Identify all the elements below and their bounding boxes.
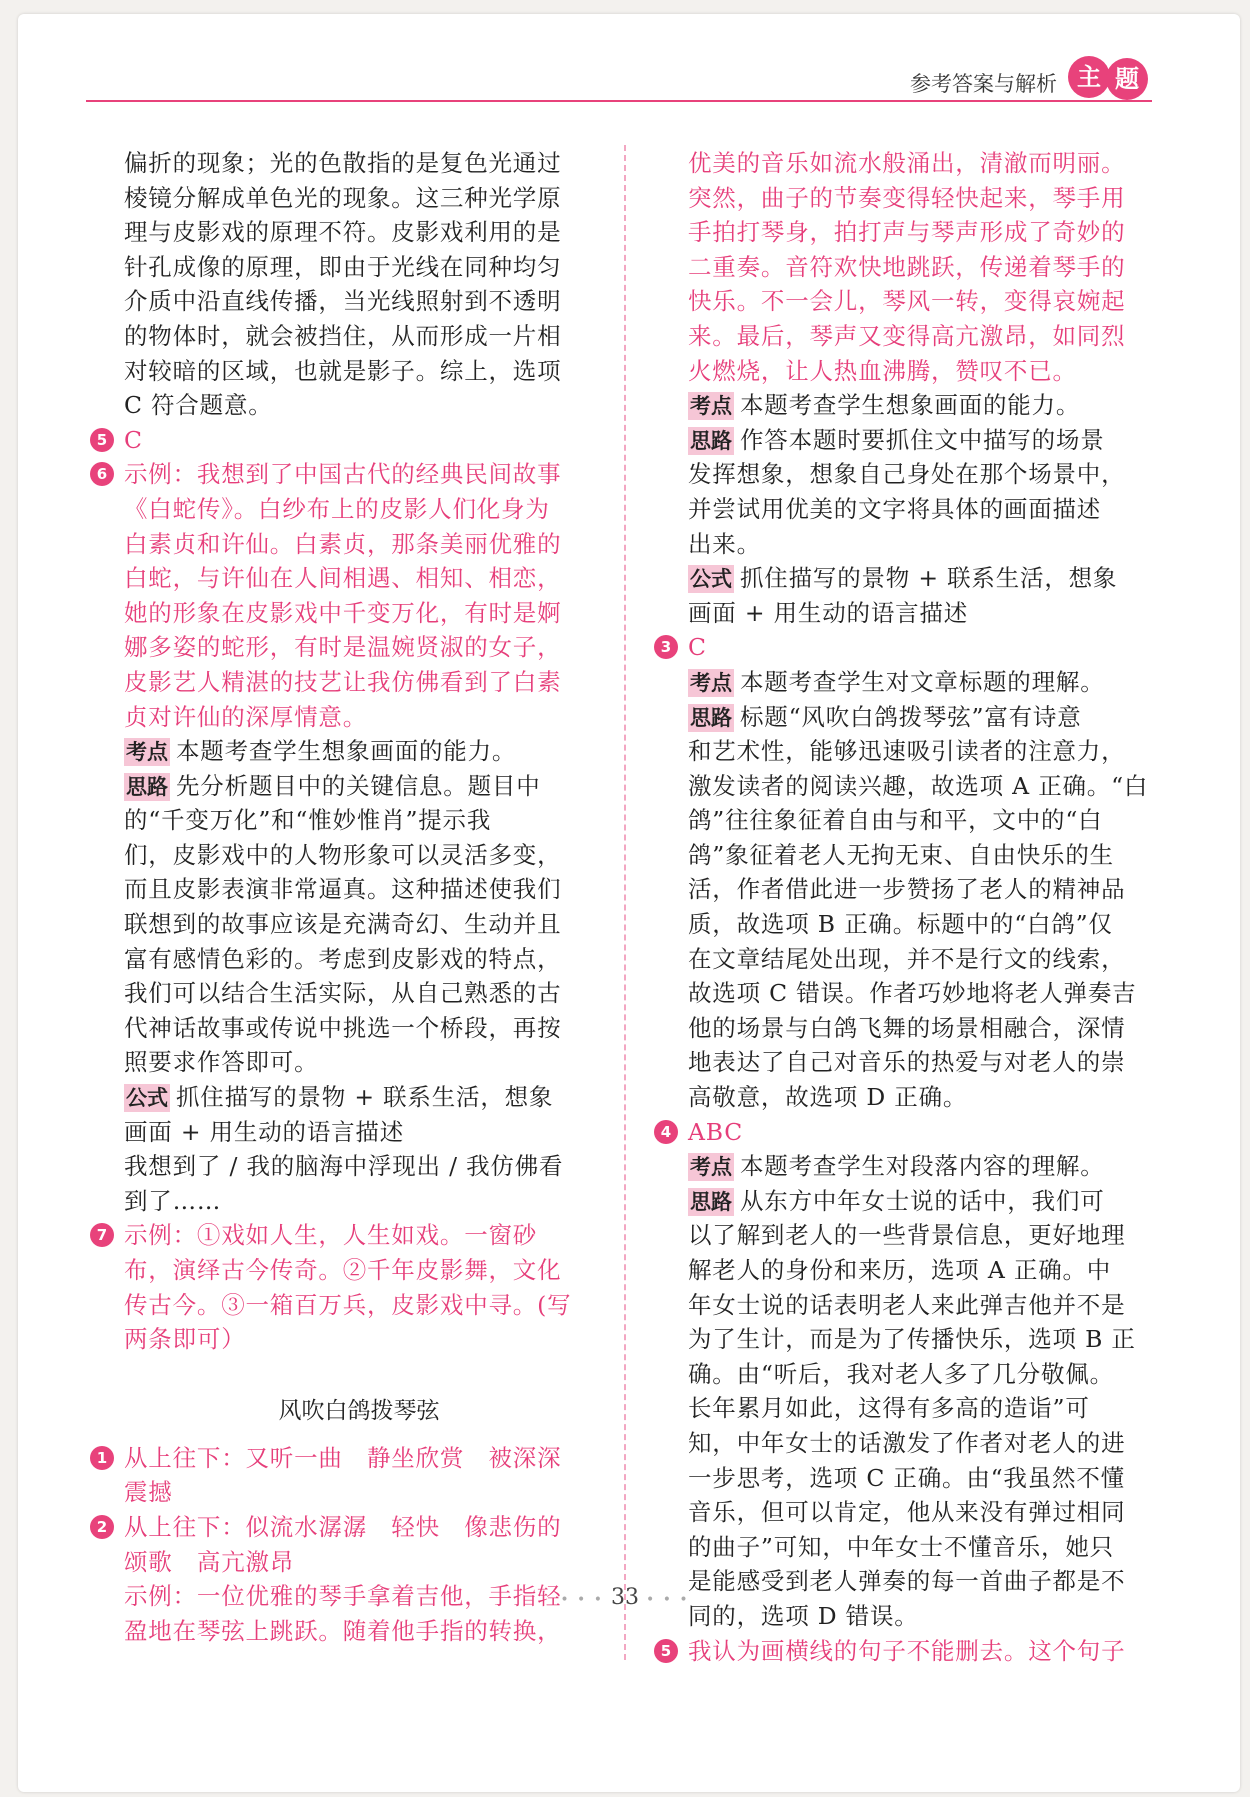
silu-tag: 思路 [690,428,732,453]
silu-tag: 思路 [690,705,732,730]
text-line: 故选项 C 错误。作者巧妙地将老人弹奏吉 [688,979,1137,1008]
question-number-badge: 5 [654,1639,678,1663]
silu-text: 作答本题时要抓住文中描写的场景 [740,425,1105,454]
text-line: 理与皮影戏的原理不符。皮影戏利用的是 [124,218,562,247]
gongshi-tag: 公式 [126,1086,168,1111]
kaodian-line [688,665,1158,700]
kaodian-tag: 考点 [690,1155,732,1180]
text-line: 画面 + 用生动的语言描述 [124,1117,405,1146]
text-line: 画面 + 用生动的语言描述 [688,598,969,627]
answer-text: ABC [688,1117,744,1146]
answer-text: 白蛇，与许仙在人间相遇、相知、相恋， [124,564,562,593]
answer-text: 传古今。③一箱百万兵，皮影戏中寻。(写 [124,1290,572,1319]
question-number-badge: 3 [654,635,678,659]
answer-text: 娜多姿的蛇形，有时是温婉贤淑的女子， [124,633,562,662]
kaodian-line [688,388,1158,423]
text-line: 知，中年女士的话激发了作者对老人的进 [688,1428,1126,1457]
kaodian-text: 本题考查学生想象画面的能力。 [740,391,1081,420]
text-line: 解老人的身份和来历，选项 A 正确。中 [688,1256,1112,1284]
gongshi-text: 抓住描写的景物 + 联系生活，想象 [176,1083,554,1112]
text-line: 在文章结尾处出现，并不是行文的线索， [688,944,1126,973]
intro-paragraph [124,146,594,423]
answer-text: 贞对许仙的深厚情意。 [124,702,367,731]
text-line: 出来。 [688,529,761,558]
text-line: 的“千变万化”和“惟妙惟肖”提示我 [124,806,492,835]
question-number-badge: 2 [90,1515,114,1539]
kaodian-tag: 考点 [126,740,168,765]
answer-text: C [688,633,707,662]
text-line: 长年累月如此，这得有多高的造诣”可 [688,1394,1090,1423]
text-line: 棱镜分解成单色光的现象。这三种光学原 [124,183,562,212]
answer-text: 震撼 [124,1478,173,1507]
answer-text: 她的形象在皮影戏中千变万化，有时是婀 [124,598,562,627]
column-divider [624,145,626,1660]
silu-line [688,1184,1158,1219]
answer-text: 来。最后，琴声又变得高亢激昂，如同烈 [688,321,1126,350]
header-rule [86,100,1152,102]
text-line: 而且皮影表演非常逼真。这种描述使我们 [124,875,562,904]
answer-6 [96,457,594,1218]
text-line: 一步思考，选项 C 正确。由“我虽然不懂 [688,1463,1125,1492]
text-line: 高敬意，故选项 D 正确。 [688,1083,968,1112]
page-number [0,1585,1250,1610]
text-line: 以了解到老人的一些背景信息，更好地理 [688,1221,1126,1250]
page-number-dots: • • • [560,1592,604,1608]
text-line: 鸽”象征着老人无拘无束、自由快乐的生 [688,840,1114,869]
question-number-badge: 6 [90,462,114,486]
kaodian-line [688,1149,1158,1184]
silu-line [688,423,1158,458]
section-answer-1 [96,1441,594,1510]
theme-badge [1068,56,1152,100]
text-line: 对较暗的区域，也就是影子。综上，选项 [124,356,562,385]
gongshi-tag: 公式 [690,567,732,592]
kaodian-text: 本题考查学生对文章标题的理解。 [740,667,1105,696]
question-number-badge: 4 [654,1120,678,1144]
question-number-badge: 5 [90,428,114,452]
answer-text: 示例：一位优雅的琴手拿着吉他，手指轻 [124,1582,562,1611]
answer-text: 白素贞和许仙。白素贞，那条美丽优雅的 [124,529,562,558]
answer-text: 优美的音乐如流水般涌出，清澈而明丽。 [688,149,1126,177]
answer-7 [96,1218,594,1356]
text-line: 联想到的故事应该是充满奇幻、生动并且 [124,910,562,939]
text-line: 富有感情色彩的。考虑到皮影戏的特点， [124,944,562,973]
section-answer-4 [660,1115,1158,1634]
text-line: 地表达了自己对音乐的热爱与对老人的崇 [688,1048,1126,1077]
text-line: 鸽”往往象征着自由与和平，文中的“白 [688,806,1103,835]
text-line: 激发读者的阅读兴趣，故选项 A 正确。“白 [688,771,1149,800]
gongshi-text: 抓住描写的景物 + 联系生活，想象 [740,564,1118,593]
text-line: 并尝试用优美的文字将具体的画面描述 [688,494,1102,523]
answer-text: 从上往下：似流水潺潺 轻快 像悲伤的 [124,1512,562,1541]
section-answer-3 [660,630,1158,1114]
text-line: 音乐，但可以肯定，他从来没有弹过相同 [688,1498,1126,1527]
answer-text: 手拍打琴身，拍打声与琴声形成了奇妙的 [688,218,1126,247]
answer-text: 火燃烧，让人热血沸腾，赞叹不已。 [688,356,1077,385]
silu-text: 从东方中年女士说的话中，我们可 [740,1186,1105,1215]
answer-text: 快乐。不一会儿，琴风一转，变得哀婉起 [688,287,1126,316]
question-number-badge: 7 [90,1223,114,1247]
kaodian-text: 本题考查学生想象画面的能力。 [176,737,517,766]
kaodian-line [124,734,594,769]
answer-text: 两条即可） [124,1325,246,1354]
kaodian-tag: 考点 [690,670,732,695]
answer-text: 盈地在琴弦上跳跃。随着他手指的转换， [124,1616,562,1645]
text-line: 同的，选项 D 错误。 [688,1601,919,1630]
answer-text: 示例：①戏如人生，人生如戏。一窗砂 [124,1221,538,1250]
text-line: 的曲子”可知，中年女士不懂音乐，她只 [688,1532,1114,1561]
answer-text: 示例：我想到了中国古代的经典民间故事 [124,460,562,489]
text-line: 的物体时，就会被挡住，从而形成一片相 [124,321,562,350]
silu-line [688,700,1158,735]
kaodian-text: 本题考查学生对段落内容的理解。 [740,1152,1105,1181]
text-line: 质，故选项 B 正确。标题中的“白鸽”仅 [688,910,1113,939]
silu-text: 标题“风吹白鸽拨琴弦”富有诗意 [740,702,1082,731]
text-line: 是能感受到老人弹奏的每一首曲子都是不 [688,1567,1126,1596]
answer-text: 颂歌 高亢激昂 [124,1547,295,1576]
answer-text: 突然，曲子的节奏变得轻快起来，琴手用 [688,183,1126,212]
right-column [660,146,1158,1668]
silu-text: 先分析题目中的关键信息。题目中 [176,771,541,800]
text-line: 确。由“听后，我对老人多了几分敬佩。 [688,1359,1114,1388]
kaodian-tag: 考点 [690,394,732,419]
text-line: 活，作者借此进一步赞扬了老人的精神品 [688,875,1126,904]
text-line: 年女士说的话表明老人来此弹吉他并不是 [688,1290,1126,1319]
spacer [124,1357,594,1381]
text-line: 他的场景与白鸽飞舞的场景相融合，深情 [688,1013,1126,1042]
section-answer-2-continued [688,146,1158,630]
theme-badge-char-2: 题 [1106,58,1148,100]
answer-text: 《白蛇传》。白纱布上的皮影人们化身为 [124,494,550,523]
text-line: 针孔成像的原理，即由于光线在同种均匀 [124,252,562,281]
text-line: 照要求作答即可。 [124,1048,319,1077]
text-line: 介质中沿直线传播，当光线照射到不透明 [124,287,562,316]
header-title: 参考答案与解析 [910,72,1057,96]
answer-text: 从上往下：又听一曲 静坐欣赏 被深深 [124,1443,562,1472]
theme-badge-char-1: 主 [1068,56,1110,98]
answer-text: 布，演绎古今传奇。②千年皮影舞，文化 [124,1256,562,1284]
section-answer-5 [660,1634,1158,1669]
section-title: 风吹白鸽拨琴弦 [278,1397,440,1424]
answer-text: 二重奏。音符欢快地跳跃，传递着琴手的 [688,252,1126,281]
left-column [96,146,594,1648]
answer-text: C [124,425,143,454]
text-line: 发挥想象，想象自己身处在那个场景中， [688,460,1126,489]
text-line: 为了生计，而是为了传播快乐，选项 B 正 [688,1325,1136,1354]
text-line: 到了…… [124,1186,222,1215]
text-line: C 符合题意。 [124,391,273,420]
text-line: 我想到了 / 我的脑海中浮现出 / 我仿佛看 [124,1152,564,1181]
question-number-badge: 1 [90,1446,114,1470]
page-number-text: 33 [611,1585,639,1610]
silu-line [124,769,594,804]
answer-5 [96,423,594,458]
page-number-dots: • • • [646,1592,690,1608]
silu-tag: 思路 [690,1189,732,1214]
text-line: 我们可以结合生活实际，从自己熟悉的古 [124,979,562,1008]
text-line: 代神话故事或传说中挑选一个桥段，再按 [124,1013,562,1042]
answer-text: 皮影艺人精湛的技艺让我仿佛看到了白素 [124,667,562,696]
text-line: 们，皮影戏中的人物形象可以灵活多变， [124,840,562,869]
gongshi-line [688,561,1158,596]
text-line: 偏折的现象；光的色散指的是复色光通过 [124,149,562,177]
gongshi-line [124,1080,594,1115]
answer-text: 我认为画横线的句子不能删去。这个句子 [688,1636,1126,1665]
text-line: 和艺术性，能够迅速吸引读者的注意力， [688,737,1126,766]
silu-tag: 思路 [126,774,168,799]
section-answer-2 [96,1510,594,1648]
